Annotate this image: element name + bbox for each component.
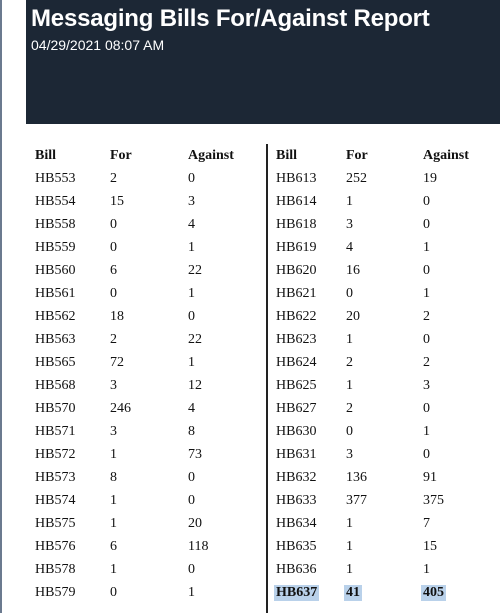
against-cell: 91 <box>423 470 437 485</box>
against-cell: 1 <box>188 585 195 600</box>
for-cell: 3 <box>346 217 353 232</box>
for-cell: 16 <box>346 263 360 278</box>
bill-cell: HB578 <box>35 562 76 577</box>
for-cell: 0 <box>346 424 353 439</box>
against-cell: 4 <box>188 401 195 416</box>
header-against: Against <box>188 148 234 163</box>
against-cell: 0 <box>423 447 430 462</box>
for-cell: 2 <box>346 401 353 416</box>
for-cell: 18 <box>110 309 124 324</box>
bill-cell: HB613 <box>276 171 317 186</box>
for-cell: 2 <box>110 332 117 347</box>
bill-cell: HB553 <box>35 171 76 186</box>
for-cell: 0 <box>346 286 353 301</box>
against-cell: 1 <box>188 286 195 301</box>
for-cell: 2 <box>110 171 117 186</box>
bill-cell: HB634 <box>276 516 317 531</box>
bill-cell: HB630 <box>276 424 317 439</box>
bill-cell: HB633 <box>276 493 317 508</box>
for-cell: 1 <box>346 516 353 531</box>
against-cell: 1 <box>423 286 430 301</box>
against-cell: 0 <box>188 309 195 324</box>
for-cell: 3 <box>110 378 117 393</box>
for-cell: 8 <box>110 470 117 485</box>
against-cell: 1 <box>423 240 430 255</box>
for-cell: 1 <box>110 516 117 531</box>
against-cell: 19 <box>423 171 437 186</box>
bill-cell: HB625 <box>276 378 317 393</box>
for-cell: 136 <box>346 470 367 485</box>
bill-cell: HB631 <box>276 447 317 462</box>
bill-cell: HB563 <box>35 332 76 347</box>
against-cell: 2 <box>423 309 430 324</box>
header-for: For <box>346 148 368 163</box>
bill-cell: HB620 <box>276 263 317 278</box>
bill-cell: HB623 <box>276 332 317 347</box>
bill-cell: HB622 <box>276 309 317 324</box>
bill-cell: HB636 <box>276 562 317 577</box>
for-cell: 15 <box>110 194 124 209</box>
against-cell: 0 <box>188 493 195 508</box>
against-cell: 3 <box>188 194 195 209</box>
bill-cell: HB571 <box>35 424 76 439</box>
for-cell: 246 <box>110 401 131 416</box>
against-cell: 405 <box>423 585 444 600</box>
bill-cell: HB576 <box>35 539 76 554</box>
against-cell: 375 <box>423 493 444 508</box>
for-cell: 20 <box>346 309 360 324</box>
bill-cell: HB568 <box>35 378 76 393</box>
against-cell: 22 <box>188 332 202 347</box>
bill-cell: HB573 <box>35 470 76 485</box>
for-cell: 1 <box>346 194 353 209</box>
against-cell: 0 <box>423 194 430 209</box>
against-cell: 15 <box>423 539 437 554</box>
report-timestamp: 04/29/2021 08:07 AM <box>31 37 165 53</box>
bill-cell: HB561 <box>35 286 76 301</box>
header-for: For <box>110 148 132 163</box>
bill-cell: HB559 <box>35 240 76 255</box>
bill-cell: HB579 <box>35 585 76 600</box>
against-cell: 4 <box>188 217 195 232</box>
bill-cell: HB624 <box>276 355 317 370</box>
for-cell: 41 <box>346 585 360 600</box>
against-cell: 1 <box>188 355 195 370</box>
bill-cell: HB558 <box>35 217 76 232</box>
against-cell: 8 <box>188 424 195 439</box>
against-cell: 0 <box>423 217 430 232</box>
report-header <box>26 0 500 124</box>
against-cell: 118 <box>188 539 209 554</box>
for-cell: 3 <box>346 447 353 462</box>
for-cell: 6 <box>110 539 117 554</box>
for-cell: 1 <box>346 562 353 577</box>
against-cell: 20 <box>188 516 202 531</box>
for-cell: 1 <box>346 378 353 393</box>
for-cell: 0 <box>110 240 117 255</box>
for-cell: 4 <box>346 240 353 255</box>
for-cell: 6 <box>110 263 117 278</box>
bill-cell: HB637 <box>276 585 318 600</box>
bill-cell: HB575 <box>35 516 76 531</box>
against-cell: 73 <box>188 447 202 462</box>
bill-cell: HB618 <box>276 217 317 232</box>
for-cell: 1 <box>110 493 117 508</box>
for-cell: 3 <box>110 424 117 439</box>
bill-cell: HB619 <box>276 240 317 255</box>
for-cell: 72 <box>110 355 124 370</box>
for-cell: 1 <box>346 332 353 347</box>
against-cell: 0 <box>423 332 430 347</box>
for-cell: 2 <box>346 355 353 370</box>
header-bill: Bill <box>35 148 57 163</box>
bill-cell: HB635 <box>276 539 317 554</box>
against-cell: 1 <box>423 562 430 577</box>
against-cell: 0 <box>423 401 430 416</box>
column-divider <box>266 144 268 613</box>
for-cell: 1 <box>110 447 117 462</box>
bill-cell: HB632 <box>276 470 317 485</box>
bill-cell: HB565 <box>35 355 76 370</box>
for-cell: 0 <box>110 585 117 600</box>
against-cell: 0 <box>188 171 195 186</box>
against-cell: 12 <box>188 378 202 393</box>
against-cell: 22 <box>188 263 202 278</box>
bill-cell: HB621 <box>276 286 317 301</box>
page-left-border <box>0 0 2 613</box>
for-cell: 0 <box>110 286 117 301</box>
bill-cell: HB627 <box>276 401 317 416</box>
header-against: Against <box>423 148 469 163</box>
header-bill: Bill <box>276 148 298 163</box>
bill-cell: HB572 <box>35 447 76 462</box>
for-cell: 377 <box>346 493 367 508</box>
against-cell: 1 <box>423 424 430 439</box>
for-cell: 0 <box>110 217 117 232</box>
against-cell: 0 <box>188 470 195 485</box>
against-cell: 2 <box>423 355 430 370</box>
against-cell: 1 <box>188 240 195 255</box>
against-cell: 0 <box>188 562 195 577</box>
bill-cell: HB554 <box>35 194 76 209</box>
bill-cell: HB574 <box>35 493 76 508</box>
bill-cell: HB614 <box>276 194 317 209</box>
against-cell: 3 <box>423 378 430 393</box>
bill-cell: HB570 <box>35 401 76 416</box>
against-cell: 0 <box>423 263 430 278</box>
for-cell: 1 <box>346 539 353 554</box>
bill-cell: HB562 <box>35 309 76 324</box>
for-cell: 252 <box>346 171 367 186</box>
for-cell: 1 <box>110 562 117 577</box>
against-cell: 7 <box>423 516 430 531</box>
bill-cell: HB560 <box>35 263 76 278</box>
report-title: Messaging Bills For/Against Report <box>31 5 430 32</box>
